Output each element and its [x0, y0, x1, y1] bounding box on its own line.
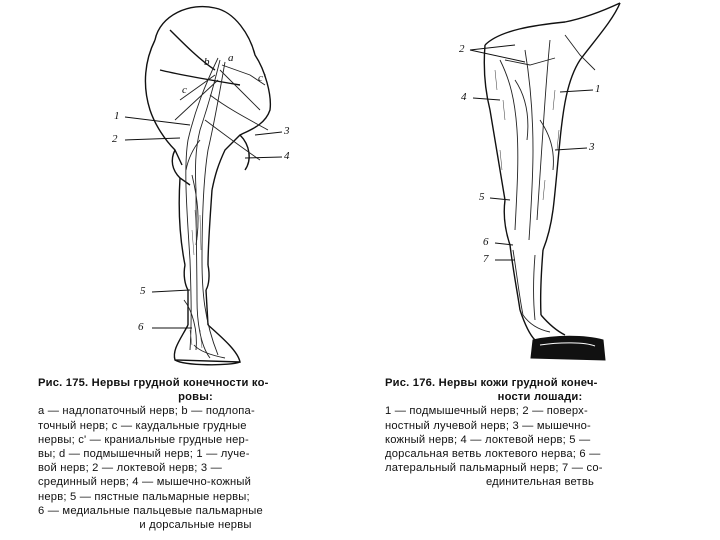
- fig-right-label-4: 4: [461, 91, 467, 103]
- caption-175-line: и дорсальные нервы: [139, 519, 252, 532]
- fig-right-label-6: 6: [483, 236, 489, 248]
- caption-175-line: срединный нерв; 4 — мышечно-кожный: [38, 476, 252, 489]
- caption-175-line: 6 — медиальные пальцевые пальмарные: [38, 504, 263, 517]
- fig-left-label-5: 5: [140, 285, 146, 297]
- fig-left-label-3: 3: [284, 125, 290, 137]
- fig-right-label-5: 5: [479, 191, 485, 203]
- caption-175-title-cont: ровы:: [178, 391, 213, 404]
- caption-176-line: 1 — подмышечный нерв; 2 — поверх-: [385, 405, 588, 418]
- fig-left-label-1: 1: [114, 110, 120, 122]
- fig-right-label-3: 3: [589, 141, 595, 153]
- horse-forelimb-figure: [455, 0, 650, 375]
- fig-right-label-2: 2: [459, 43, 465, 55]
- caption-175-title: Рис. 175. Нервы грудной конечности ко-: [38, 377, 269, 389]
- caption-176-title-cont: ности лошади:: [497, 391, 583, 404]
- caption-175-line: вой нерв; 2 — локтевой нерв; 3 —: [38, 462, 223, 475]
- cow-forelimb-drawing: [100, 0, 300, 375]
- caption-176-line: кожный нерв; 4 — локтевой нерв; 5 —: [385, 433, 591, 446]
- fig-left-label-4: 4: [284, 150, 290, 162]
- caption-175-line: точный нерв; c — каудальные грудные: [38, 419, 247, 432]
- fig-right-label-7: 7: [483, 253, 489, 265]
- caption-176-line: ностный лучевой нерв; 3 — мышечно-: [385, 419, 591, 432]
- horse-forelimb-drawing: [455, 0, 650, 375]
- fig-right-label-1: 1: [595, 83, 601, 95]
- fig-left-label-c-prime: c': [258, 72, 266, 84]
- caption-176-line: единительная ветвь: [485, 476, 595, 489]
- cow-forelimb-figure: [100, 0, 300, 375]
- fig-left-label-2: 2: [112, 133, 118, 145]
- fig-left-label-c: c: [182, 84, 187, 96]
- caption-175-line: вы; d — подмышечный нерв; 1 — луче-: [38, 448, 250, 461]
- caption-175-line: нерв; 5 — пястные пальмарные нервы;: [38, 490, 250, 503]
- caption-176-line: дорсальная ветвь локтевого нерва; 6 —: [385, 448, 601, 461]
- caption-figure-176: [385, 376, 695, 490]
- caption-175-line: нервы; c' — краниальные грудные нер-: [38, 433, 249, 446]
- fig-left-label-a: a: [228, 52, 234, 64]
- fig-left-label-6: 6: [138, 321, 144, 333]
- fig-left-label-b: b: [204, 56, 210, 68]
- caption-figure-175: [38, 376, 353, 532]
- caption-176-line: латеральный пальмарный нерв; 7 — со-: [385, 462, 603, 475]
- caption-175-line: a — надлопаточный нерв; b — подлопа-: [38, 405, 255, 418]
- caption-176-title: Рис. 176. Нервы кожи грудной конеч-: [385, 377, 598, 389]
